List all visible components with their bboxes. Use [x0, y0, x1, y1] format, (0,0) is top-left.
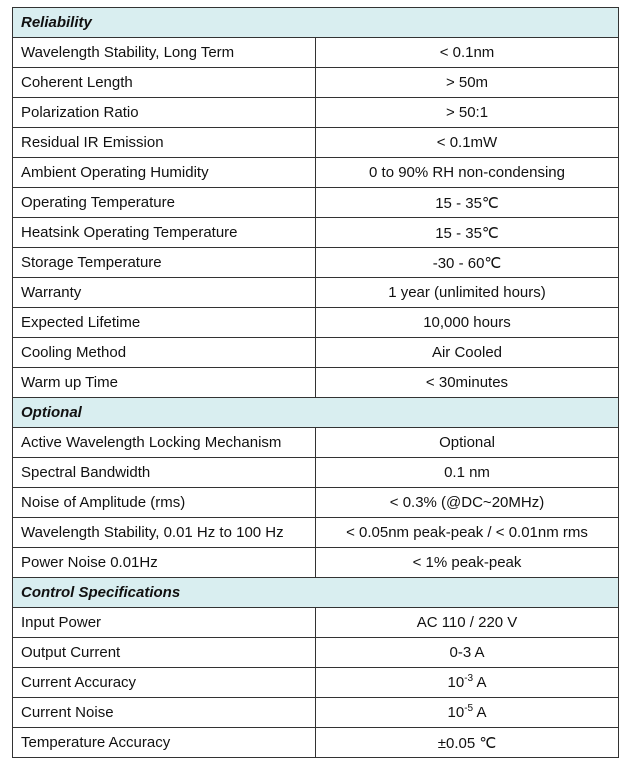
section-title: Optional: [13, 398, 619, 428]
table-row: [13, 548, 619, 578]
section-title: Control Specifications: [13, 578, 619, 608]
table-row: [13, 458, 619, 488]
spec-value: [316, 698, 619, 728]
spec-value-text: < 0.05nm peak-peak / < 0.01nm rms: [346, 524, 588, 541]
spec-value: [316, 428, 619, 458]
spec-value-text: < 0.1nm: [439, 44, 495, 61]
table-row: [13, 488, 619, 518]
table-row: [13, 128, 619, 158]
spec-label: Wavelength Stability, 0.01 Hz to 100 Hz: [13, 518, 316, 548]
spec-label: Noise of Amplitude (rms): [13, 488, 316, 518]
table-row: [13, 98, 619, 128]
table-row: [13, 518, 619, 548]
table-row: [13, 698, 619, 728]
spec-label: Polarization Ratio: [13, 98, 316, 128]
spec-label: Wavelength Stability, Long Term: [13, 38, 316, 68]
spec-value-text: 10,000 hours: [423, 314, 511, 331]
spec-value: [316, 608, 619, 638]
spec-table: [12, 7, 619, 758]
table-row: [13, 218, 619, 248]
table-row: [13, 278, 619, 308]
spec-label: Heatsink Operating Temperature: [13, 218, 316, 248]
spec-value-text: 1 year (unlimited hours): [388, 284, 546, 301]
section-header-reliability: [13, 8, 619, 38]
spec-label: Spectral Bandwidth: [13, 458, 316, 488]
table-row: [13, 248, 619, 278]
spec-value-unit: A: [473, 704, 487, 721]
spec-label: Residual IR Emission: [13, 128, 316, 158]
spec-value: [316, 728, 619, 758]
spec-label: Expected Lifetime: [13, 308, 316, 338]
spec-label: Temperature Accuracy: [13, 728, 316, 758]
table-row: [13, 368, 619, 398]
spec-value-text: < 0.3% (@DC~20MHz): [389, 494, 545, 511]
spec-value-text: 0.1 nm: [444, 464, 490, 481]
spec-value: [316, 98, 619, 128]
spec-value: [316, 668, 619, 698]
section-header-optional: [13, 398, 619, 428]
spec-table-body: [13, 8, 619, 758]
spec-value: [316, 368, 619, 398]
section-header-control-specifications: [13, 578, 619, 608]
section-title: Reliability: [13, 8, 619, 38]
spec-value: [316, 128, 619, 158]
spec-value: [316, 488, 619, 518]
table-row: [13, 608, 619, 638]
spec-value-text: 10: [447, 704, 465, 721]
spec-label: Warm up Time: [13, 368, 316, 398]
spec-value: [316, 248, 619, 278]
spec-value: [316, 38, 619, 68]
spec-value: [316, 278, 619, 308]
spec-value-text: AC 110 / 220 V: [416, 614, 518, 631]
spec-value: [316, 218, 619, 248]
spec-value-text: > 50:1: [445, 104, 489, 121]
spec-label: Operating Temperature: [13, 188, 316, 218]
spec-value-text: 10: [447, 674, 465, 691]
spec-label: Current Accuracy: [13, 668, 316, 698]
spec-value: [316, 518, 619, 548]
spec-value: [316, 548, 619, 578]
spec-value: [316, 68, 619, 98]
spec-label: Current Noise: [13, 698, 316, 728]
table-row: [13, 668, 619, 698]
table-row: [13, 38, 619, 68]
table-row: [13, 308, 619, 338]
spec-value-exponent: -3: [464, 673, 474, 684]
spec-value-text: < 1% peak-peak: [412, 554, 522, 571]
spec-value: [316, 638, 619, 668]
spec-value: [316, 458, 619, 488]
table-row: [13, 68, 619, 98]
spec-value-exponent: -5: [464, 703, 474, 714]
spec-value-text: -30 - 60℃: [432, 254, 502, 272]
spec-value-text: 0-3 A: [449, 644, 485, 661]
spec-value-text: 15 - 35℃: [435, 194, 499, 212]
spec-value: [316, 338, 619, 368]
table-row: [13, 428, 619, 458]
spec-label: Input Power: [13, 608, 316, 638]
table-row: [13, 728, 619, 758]
table-row: [13, 338, 619, 368]
spec-value-text: 15 - 35℃: [435, 224, 499, 242]
spec-value-text: ±0.05 ℃: [437, 734, 497, 752]
spec-value-text: Optional: [439, 434, 495, 451]
spec-label: Power Noise 0.01Hz: [13, 548, 316, 578]
spec-value: [316, 308, 619, 338]
spec-value-text: < 30minutes: [425, 374, 509, 391]
spec-value-text: Air Cooled: [431, 344, 503, 361]
spec-label: Warranty: [13, 278, 316, 308]
spec-value-text: 0 to 90% RH non-condensing: [369, 164, 565, 181]
spec-value: [316, 188, 619, 218]
spec-value: [316, 158, 619, 188]
spec-label: Active Wavelength Locking Mechanism: [13, 428, 316, 458]
table-row: [13, 158, 619, 188]
spec-label: Storage Temperature: [13, 248, 316, 278]
table-row: [13, 188, 619, 218]
spec-label: Ambient Operating Humidity: [13, 158, 316, 188]
spec-label: Coherent Length: [13, 68, 316, 98]
spec-value-unit: A: [473, 674, 487, 691]
spec-label: Cooling Method: [13, 338, 316, 368]
table-row: [13, 638, 619, 668]
spec-label: Output Current: [13, 638, 316, 668]
spec-value-text: > 50m: [445, 74, 489, 91]
spec-value-text: < 0.1mW: [436, 134, 498, 151]
